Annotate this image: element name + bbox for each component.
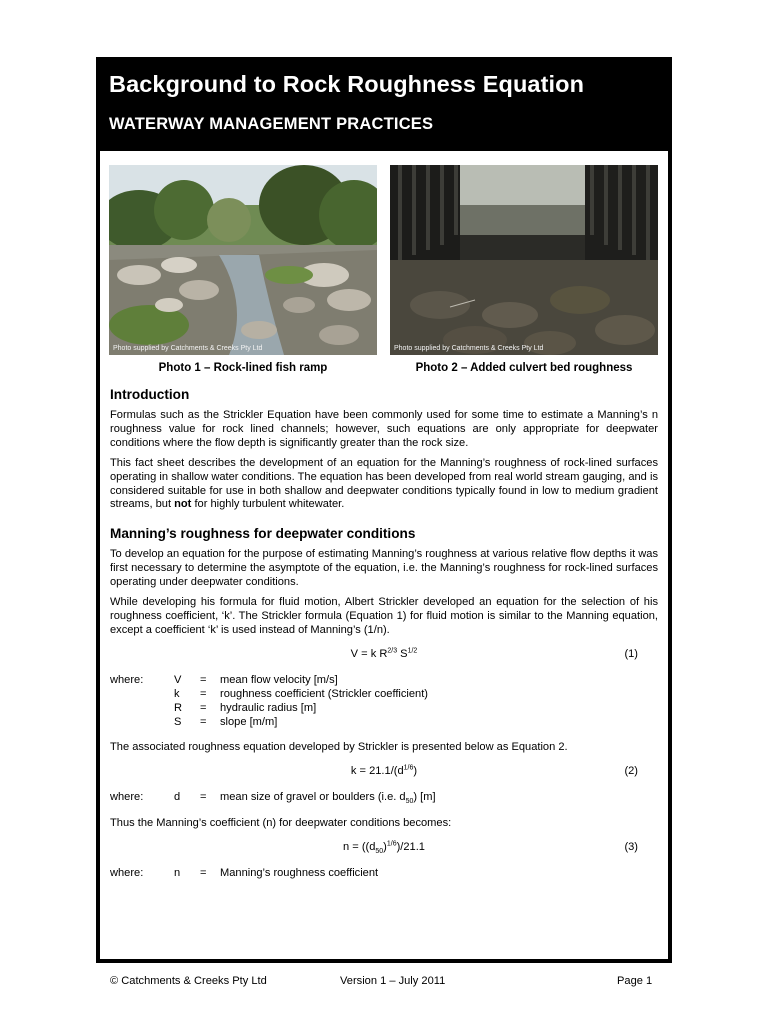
header-bar <box>96 57 672 151</box>
variable-row: d = mean size of gravel or boulders (i.e. $d_{50}$) [m] <box>174 791 436 806</box>
equation-number: (2) <box>624 765 638 778</box>
deepwater-heading: Manning’s roughness for deepwater conditions <box>110 526 416 542</box>
equation-2: $k = 21.1/(d^{1/6})$ (2) <box>350 764 638 778</box>
photo-credit: Photo supplied by Catchments & Creeks Pty Ltd <box>394 345 544 352</box>
body-content <box>110 387 658 887</box>
content-panel <box>100 151 668 959</box>
photo-credit: Photo supplied by Catchments & Creeks Pty Ltd <box>113 345 263 352</box>
page-title: Background to Rock Roughness Equation <box>109 71 585 97</box>
equation-3: $n = ((d_{50})^{1/6})/21.1$ (3) <box>343 840 638 856</box>
page-frame <box>96 57 672 963</box>
variables-list-3: where: n = Manning’s roughness coefficient <box>110 867 658 881</box>
deepwater-paragraph-3: The associated roughness equation developed by Strickler is presented below as Equation 2. <box>110 741 568 754</box>
footer-copyright: © Catchments & Creeks Pty Ltd <box>110 975 267 987</box>
variable-row: k = roughness coefficient (Strickler coefficient) <box>174 687 429 700</box>
variables-list-2: where: d = mean size of gravel or boulders (i.e. $d_{50}$) [m] <box>110 791 658 805</box>
photo-fish-ramp <box>109 165 377 355</box>
photo-2-caption: Photo 2 – Added culvert bed roughness <box>415 362 633 374</box>
deepwater-paragraph-1: To develop an equation for the purpose of estimating Manning’s roughness at various relative flow depths it was first necessary to determine the asymptote of the equation, i.e. the Manning’s roughness for rock-lined surfaces operating under deepwater conditions. <box>110 548 658 589</box>
variables-list-1: where: V = mean flow velocity [m/s] k = roughness coefficient (Strickler coefficient) R = hydraulic radius [m] S = slope [m/m] <box>110 674 658 730</box>
equation-number: (1) <box>624 647 638 660</box>
intro-heading: Introduction <box>110 387 190 402</box>
equation-number: (3) <box>624 841 638 854</box>
variable-row: S = slope [m/m] <box>174 715 278 728</box>
intro-paragraph-1: Formulas such as the Strickler Equation have been commonly used for some time to estimate a Manning’s n roughness value for rock lined channels; however, such equations are only appropriate for deepwater conditions where the flow depth is significantly greater than the rock size. <box>110 409 658 449</box>
equation-1: V = k $R^{2/3}$ $S^{1/2}$ (1) <box>350 647 638 660</box>
variable-row: n = Manning’s roughness coefficient <box>174 867 379 880</box>
variable-row: V = mean flow velocity [m/s] <box>174 673 338 686</box>
footer-version: Version 1 – July 2011 <box>340 975 446 987</box>
photo-1-caption: Photo 1 – Rock-lined fish ramp <box>158 362 328 374</box>
photo-culvert <box>390 165 658 355</box>
deepwater-paragraph-2: While developing his formula for fluid motion, Albert Strickler developed an equation for the selection of his roughness coefficient, ‘k’. The Strickler formula (Equation 1) for fluid motion is similar to the Manning equation, except a coefficient ‘k’ is used instead of Manning’s (1/n). <box>110 596 658 636</box>
page-subtitle: WATERWAY MANAGEMENT PRACTICES <box>109 115 434 133</box>
variable-row: R = hydraulic radius [m] <box>174 701 317 714</box>
deepwater-paragraph-4: Thus the Manning’s coefficient (n) for deepwater conditions becomes: <box>110 817 452 830</box>
footer-page-number: Page 1 <box>617 975 653 987</box>
intro-paragraph-2: This fact sheet describes the development of an equation for the Manning’s roughness of rock-lined surfaces operating in shallow water conditions. The equation has been developed from real world stream gauging, and is considered suitable for use in both shallow and deepwater conditions typically found in low to medium gradient streams, but not for highly turbulent whitewater. <box>110 456 658 511</box>
